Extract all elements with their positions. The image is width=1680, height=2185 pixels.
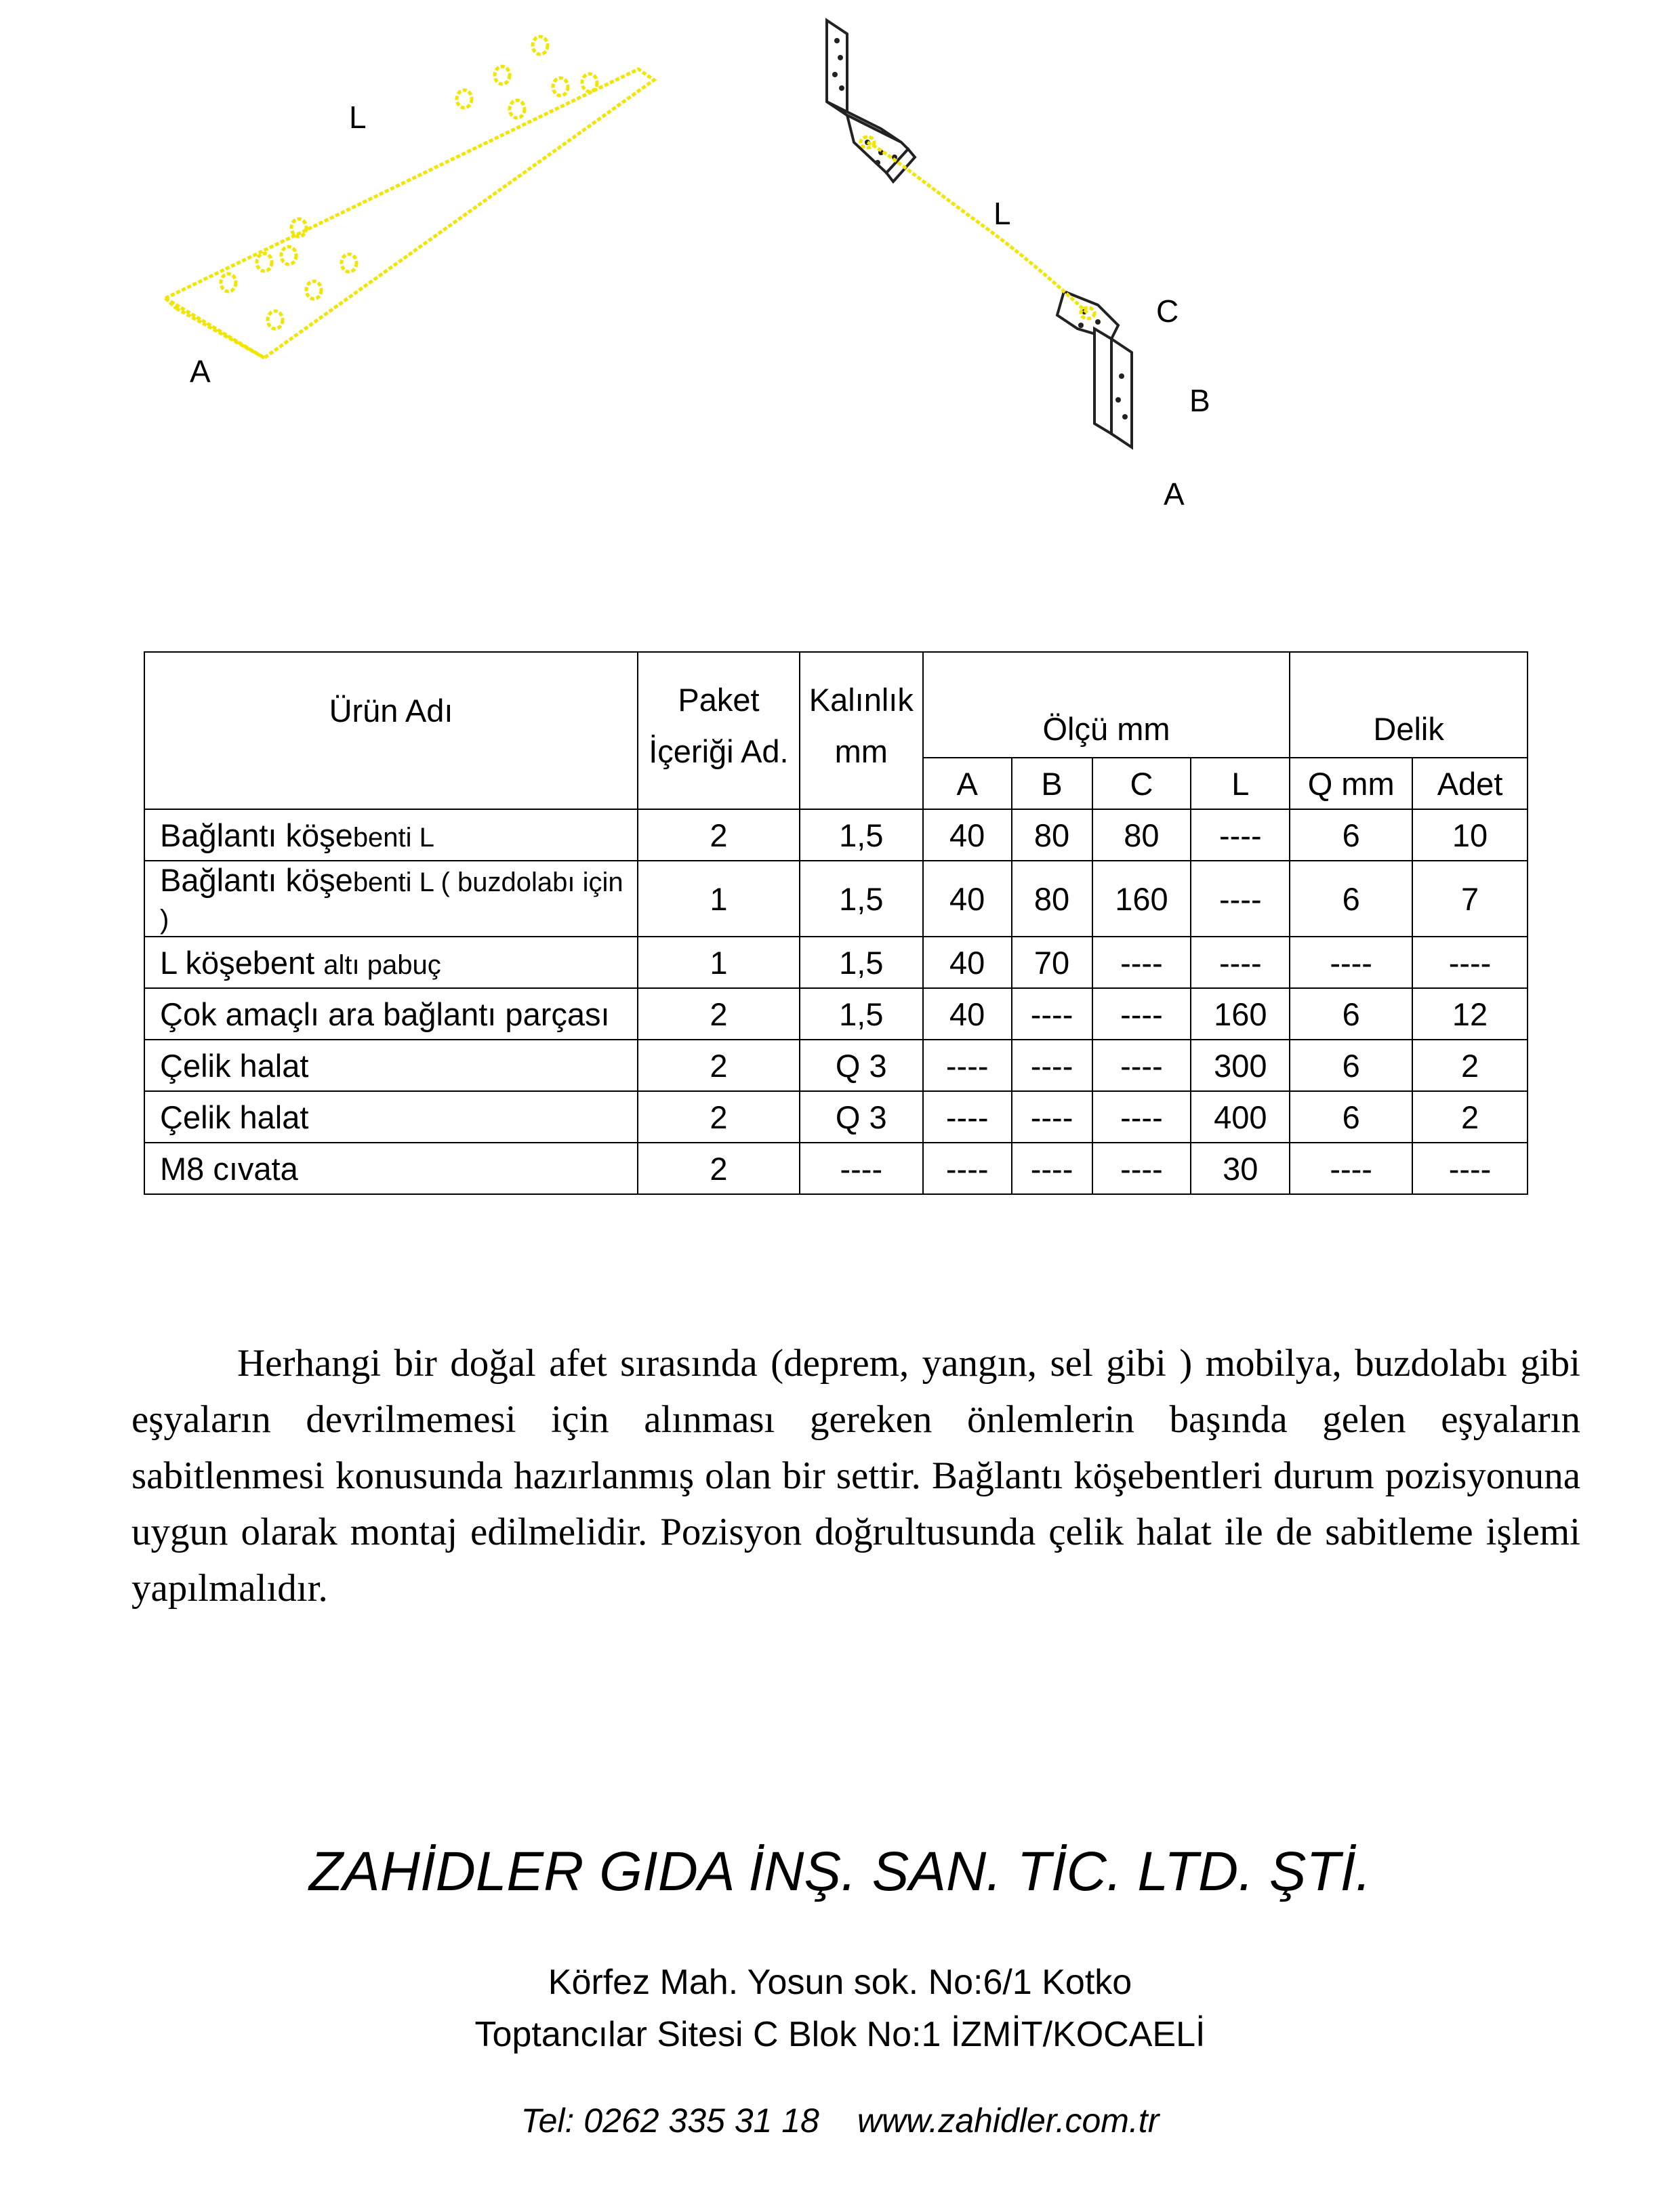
table-cell: ---- (1012, 1040, 1092, 1091)
subheader-hole-diameter: Q mm (1290, 758, 1412, 809)
table-cell: 2 (1412, 1040, 1528, 1091)
table-cell: 10 (1412, 809, 1528, 861)
table-cell: 7 (1412, 861, 1528, 937)
table-cell: 80 (1012, 809, 1092, 861)
product-name-cell: Çok amaçlı ara bağlantı parçası (144, 988, 638, 1040)
table-cell: 1 (638, 937, 800, 988)
product-name-cell: M8 cıvata (144, 1143, 638, 1194)
table-cell: 2 (638, 1040, 800, 1091)
table-cell: 12 (1412, 988, 1528, 1040)
table-cell: ---- (923, 1143, 1012, 1194)
subheader-b: B (1012, 758, 1092, 809)
subheader-hole-count: Adet (1412, 758, 1528, 809)
table-cell: 40 (923, 861, 1012, 937)
table-cell: 400 (1191, 1091, 1290, 1143)
table-cell: 2 (638, 809, 800, 861)
product-name-cell: L köşebent altı pabuç (144, 937, 638, 988)
table-cell: ---- (1290, 937, 1412, 988)
table-cell: 40 (923, 937, 1012, 988)
bracket-label-a: A (1164, 476, 1185, 512)
table-row (144, 937, 1528, 988)
table-cell: 2 (638, 1143, 800, 1194)
table-cell: ---- (1191, 861, 1290, 937)
table-cell: 300 (1191, 1040, 1290, 1091)
table-cell: ---- (800, 1143, 923, 1194)
bracket-label-b: B (1189, 383, 1210, 418)
table-cell: ---- (1012, 988, 1092, 1040)
address-line-2: Toptancılar Sitesi C Blok No:1 İZMİT/KOCAELİ (474, 2015, 1206, 2054)
table-cell: 6 (1290, 1091, 1412, 1143)
table-cell: ---- (1290, 1143, 1412, 1194)
address-line-1: Körfez Mah. Yosun sok. No:6/1 Kotko (548, 1963, 1132, 2002)
table-row (144, 809, 1528, 861)
table-row (144, 1040, 1528, 1091)
table-cell: 1,5 (800, 861, 923, 937)
table-cell: 1 (638, 861, 800, 937)
table-cell: 6 (1290, 809, 1412, 861)
table-cell: Q 3 (800, 1091, 923, 1143)
table-cell: 40 (923, 809, 1012, 861)
header-thickness: Kalınlık mm (800, 652, 923, 809)
table-cell: ---- (923, 1040, 1012, 1091)
table-cell: 1,5 (800, 988, 923, 1040)
table-cell: ---- (1191, 937, 1290, 988)
table-cell: ---- (1092, 1040, 1191, 1091)
subheader-a: A (923, 758, 1012, 809)
table-cell: ---- (1092, 1143, 1191, 1194)
company-name: ZAHİDLER GIDA İNŞ. SAN. TİC. LTD. ŞTİ. (308, 1841, 1372, 1902)
product-name-cell: Bağlantı köşebenti L (144, 809, 638, 861)
table-cell: 70 (1012, 937, 1092, 988)
table-cell: 80 (1092, 809, 1191, 861)
table-cell: ---- (923, 1091, 1012, 1143)
table-cell: 80 (1012, 861, 1092, 937)
plate-label-l: L (349, 100, 367, 135)
table-cell: 160 (1092, 861, 1191, 937)
table-row (144, 988, 1528, 1040)
table-cell: 2 (638, 988, 800, 1040)
bracket-cable-drawing (813, 7, 1193, 468)
spec-table (144, 651, 1528, 1195)
table-cell: 160 (1191, 988, 1290, 1040)
table-cell: ---- (1412, 937, 1528, 988)
product-name-cell: Çelik halat (144, 1091, 638, 1143)
header-package: Paket İçeriği Ad. (638, 652, 800, 809)
description-paragraph: Herhangi bir doğal afet sırasında (deprem, yangın, sel gibi ) mobilya, buzdolabı gibi eşyaların devrilmemesi için alınması gereken önlemlerin başında gelen eşyaların sabitlenmesi konusunda hazırlanmış olan bir settir. Bağlantı köşebentleri durum pozisyonuna uygun olarak montaj edilmelidir. Pozisyon doğrultusunda çelik halat ile de sabitleme işlemi yapılmalıdır. (131, 1342, 1580, 1610)
table-cell: 40 (923, 988, 1012, 1040)
spec-table-body (144, 809, 1528, 1194)
flat-plate-drawing (156, 20, 671, 380)
table-cell: 1,5 (800, 937, 923, 988)
product-name-cell: Çelik halat (144, 1040, 638, 1091)
website-link[interactable]: www.zahidler.com.tr (857, 2102, 1160, 2140)
header-measure: Ölçü mm (923, 652, 1290, 758)
table-cell: ---- (1012, 1091, 1092, 1143)
header-product-name: Ürün Adı (144, 652, 638, 809)
table-cell: 1,5 (800, 809, 923, 861)
table-cell: 6 (1290, 988, 1412, 1040)
table-cell: ---- (1412, 1143, 1528, 1194)
bracket-label-c: C (1156, 293, 1179, 329)
table-cell: 6 (1290, 1040, 1412, 1091)
table-cell: ---- (1191, 809, 1290, 861)
table-cell: ---- (1092, 937, 1191, 988)
table-cell: 30 (1191, 1143, 1290, 1194)
header-hole: Delik (1290, 652, 1528, 758)
table-cell: Q 3 (800, 1040, 923, 1091)
table-cell: 6 (1290, 861, 1412, 937)
table-row (144, 1143, 1528, 1194)
table-cell: 2 (1412, 1091, 1528, 1143)
table-cell: 2 (638, 1091, 800, 1143)
table-row (144, 861, 1528, 937)
phone-number: Tel: 0262 335 31 18 (520, 2102, 819, 2140)
table-cell: ---- (1092, 1091, 1191, 1143)
subheader-c: C (1092, 758, 1191, 809)
contact-line (0, 2101, 1680, 2140)
table-cell: ---- (1012, 1143, 1092, 1194)
table-row (144, 1091, 1528, 1143)
bracket-label-l: L (993, 196, 1011, 231)
table-cell: ---- (1092, 988, 1191, 1040)
product-name-cell: Bağlantı köşebenti L ( buzdolabı için ) (144, 861, 638, 937)
plate-label-a: A (190, 354, 211, 389)
subheader-l: L (1191, 758, 1290, 809)
